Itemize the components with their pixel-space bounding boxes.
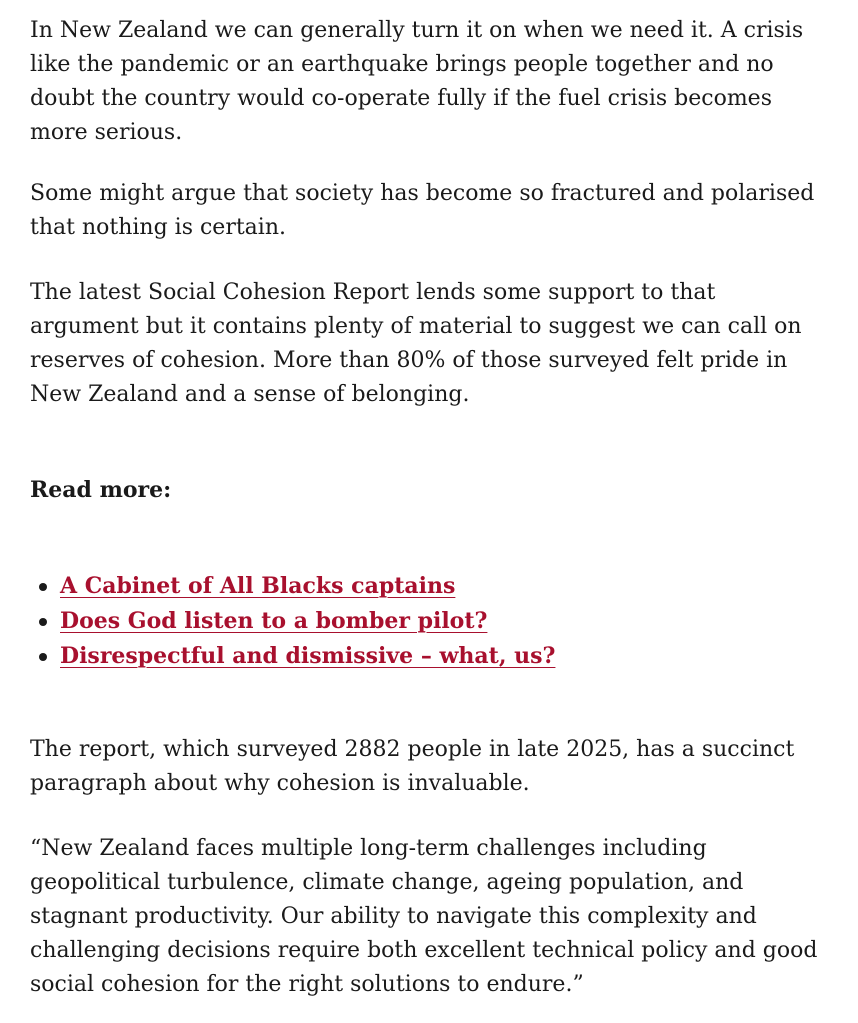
- article-paragraph: The latest Social Cohesion Report lends some support to that argument but it contains plenty of material to suggest we can call on reserves of cohesion. More than 80% of those surveyed felt pride in New Zealand and a sense of belonging.: [30, 280, 802, 407]
- article-paragraph: The report, which surveyed 2882 people in late 2025, has a succinct paragraph about why cohesion is invaluable.: [30, 737, 795, 796]
- bullet-icon: [39, 653, 47, 661]
- article-paragraph: Some might argue that society has become so fractured and polarised that nothing is certain.: [30, 181, 815, 240]
- read-more-link-disrespectful[interactable]: Disrespectful and dismissive – what, us?: [60, 643, 556, 669]
- article-quote-paragraph: “New Zealand faces multiple long-term challenges including geopolitical turbulence, climate change, ageing population, and stagnant productivity. Our ability to navigate this complexity and challenging decisions require both excellent technical policy and good social cohesion for the right solutions to endure.”: [30, 836, 818, 997]
- read-more-list: [30, 569, 555, 674]
- bullet-icon: [39, 583, 47, 591]
- article-paragraph: In New Zealand we can generally turn it on when we need it. A crisis like the pandemic or an earthquake brings people together and no doubt the country would co-operate fully if the fuel crisis becomes more serious.: [30, 18, 804, 145]
- read-more-item: [30, 639, 555, 674]
- bullet-icon: [39, 618, 47, 626]
- read-more-item: [30, 604, 555, 639]
- read-more-link-all-blacks-captains[interactable]: A Cabinet of All Blacks captains: [60, 573, 456, 599]
- read-more-item: [30, 569, 555, 604]
- read-more-heading: Read more:: [30, 477, 172, 503]
- read-more-link-bomber-pilot[interactable]: Does God listen to a bomber pilot?: [60, 608, 488, 634]
